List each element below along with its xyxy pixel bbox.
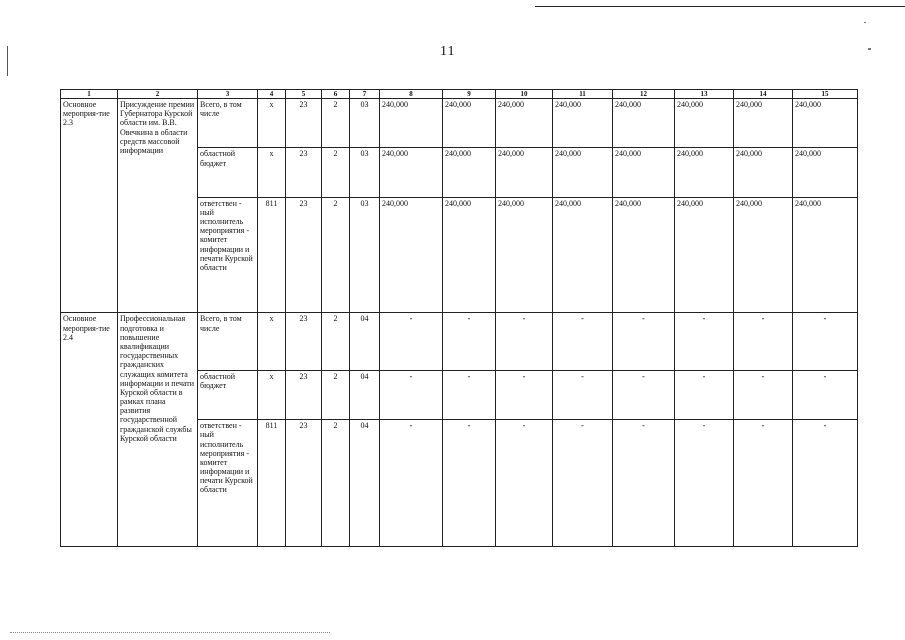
cell-col5: 23 xyxy=(286,420,322,547)
amount-cell: - xyxy=(613,420,675,547)
scan-speck xyxy=(868,48,871,50)
top-rule xyxy=(535,6,905,7)
col-header: 10 xyxy=(496,90,553,99)
budget-table xyxy=(60,89,858,547)
amount-cell: - xyxy=(675,313,734,370)
cell-col7: 04 xyxy=(350,420,380,547)
amount-cell: 240,000 xyxy=(734,148,793,197)
col-header: 7 xyxy=(350,90,380,99)
amount-cell: - xyxy=(380,420,443,547)
col-header: 3 xyxy=(198,90,258,99)
cell-col5: 23 xyxy=(286,99,322,148)
amount-cell: - xyxy=(734,313,793,370)
amount-cell: - xyxy=(496,370,553,419)
amount-cell: 240,000 xyxy=(734,197,793,313)
amount-cell: 240,000 xyxy=(496,148,553,197)
left-scan-mark xyxy=(7,46,8,76)
amount-cell: - xyxy=(443,420,496,547)
amount-cell: - xyxy=(553,370,613,419)
cell-col4: 811 xyxy=(258,197,286,313)
funding-source: Всего, в том числе xyxy=(198,99,258,148)
amount-cell: 240,000 xyxy=(613,197,675,313)
col-header: 4 xyxy=(258,90,286,99)
amount-cell: 240,000 xyxy=(613,148,675,197)
amount-cell: 240,000 xyxy=(443,99,496,148)
amount-cell: 240,000 xyxy=(496,197,553,313)
cell-col7: 03 xyxy=(350,197,380,313)
amount-cell: 240,000 xyxy=(496,99,553,148)
amount-cell: - xyxy=(675,420,734,547)
amount-cell: - xyxy=(675,370,734,419)
amount-cell: - xyxy=(443,370,496,419)
amount-cell: 240,000 xyxy=(675,99,734,148)
amount-cell: - xyxy=(613,370,675,419)
funding-source: областной бюджет xyxy=(198,148,258,197)
measure-title: Профессиональная подготовка и повышение квалификации государственных гражданских служащих комитета информации и печати Курской области в рамках плана развития государственной гражданской службы Курской области xyxy=(118,313,198,547)
amount-cell: - xyxy=(496,313,553,370)
cell-col5: 23 xyxy=(286,197,322,313)
amount-cell: 240,000 xyxy=(793,99,858,148)
cell-col7: 04 xyxy=(350,370,380,419)
cell-col5: 23 xyxy=(286,313,322,370)
col-header: 8 xyxy=(380,90,443,99)
funding-source: ответствен - ный исполнитель мероприятия - комитет информации и печати Курской области xyxy=(198,420,258,547)
scan-speck xyxy=(864,22,866,23)
amount-cell: 240,000 xyxy=(553,148,613,197)
funding-source: областной бюджет xyxy=(198,370,258,419)
amount-cell: - xyxy=(380,313,443,370)
cell-col7: 04 xyxy=(350,313,380,370)
amount-cell: - xyxy=(734,370,793,419)
cell-col4: х xyxy=(258,370,286,419)
amount-cell: - xyxy=(793,420,858,547)
cell-col4: х xyxy=(258,148,286,197)
table-row xyxy=(61,313,858,370)
amount-cell: 240,000 xyxy=(613,99,675,148)
col-header: 6 xyxy=(322,90,350,99)
cell-col6: 2 xyxy=(322,197,350,313)
bottom-scan-line xyxy=(10,632,330,633)
amount-cell: 240,000 xyxy=(734,99,793,148)
measure-title: Присуждение премии Губернатора Курской области им. В.В. Овечкина в области средств массовой информации xyxy=(118,99,198,313)
col-header: 9 xyxy=(443,90,496,99)
cell-col5: 23 xyxy=(286,370,322,419)
amount-cell: - xyxy=(553,313,613,370)
amount-cell: - xyxy=(380,370,443,419)
col-header: 15 xyxy=(793,90,858,99)
funding-source: ответствен - ный исполнитель мероприятия - комитет информации и печати Курской области xyxy=(198,197,258,313)
amount-cell: 240,000 xyxy=(793,197,858,313)
col-header: 5 xyxy=(286,90,322,99)
col-header: 11 xyxy=(553,90,613,99)
amount-cell: 240,000 xyxy=(675,197,734,313)
cell-col6: 2 xyxy=(322,148,350,197)
cell-col6: 2 xyxy=(322,313,350,370)
amount-cell: 240,000 xyxy=(380,99,443,148)
cell-col7: 03 xyxy=(350,148,380,197)
amount-cell: 240,000 xyxy=(380,197,443,313)
cell-col4: х xyxy=(258,99,286,148)
measure-number: Основное мероприя-тие 2.3 xyxy=(61,99,118,313)
page-number: 11 xyxy=(440,44,456,59)
col-header: 13 xyxy=(675,90,734,99)
amount-cell: 240,000 xyxy=(443,197,496,313)
amount-cell: 240,000 xyxy=(380,148,443,197)
table-row xyxy=(61,99,858,148)
col-header: 12 xyxy=(613,90,675,99)
cell-col6: 2 xyxy=(322,99,350,148)
amount-cell: 240,000 xyxy=(443,148,496,197)
col-header: 14 xyxy=(734,90,793,99)
amount-cell: 240,000 xyxy=(793,148,858,197)
cell-col6: 2 xyxy=(322,420,350,547)
cell-col4: х xyxy=(258,313,286,370)
header-row xyxy=(61,90,858,99)
amount-cell: 240,000 xyxy=(675,148,734,197)
measure-number: Основное мероприя-тие 2.4 xyxy=(61,313,118,547)
cell-col4: 811 xyxy=(258,420,286,547)
col-header: 1 xyxy=(61,90,118,99)
amount-cell: - xyxy=(613,313,675,370)
amount-cell: 240,000 xyxy=(553,197,613,313)
cell-col5: 23 xyxy=(286,148,322,197)
amount-cell: - xyxy=(793,370,858,419)
funding-source: Всего, в том числе xyxy=(198,313,258,370)
cell-col7: 03 xyxy=(350,99,380,148)
amount-cell: - xyxy=(793,313,858,370)
col-header: 2 xyxy=(118,90,198,99)
cell-col6: 2 xyxy=(322,370,350,419)
amount-cell: - xyxy=(496,420,553,547)
amount-cell: - xyxy=(443,313,496,370)
amount-cell: - xyxy=(553,420,613,547)
amount-cell: 240,000 xyxy=(553,99,613,148)
amount-cell: - xyxy=(734,420,793,547)
